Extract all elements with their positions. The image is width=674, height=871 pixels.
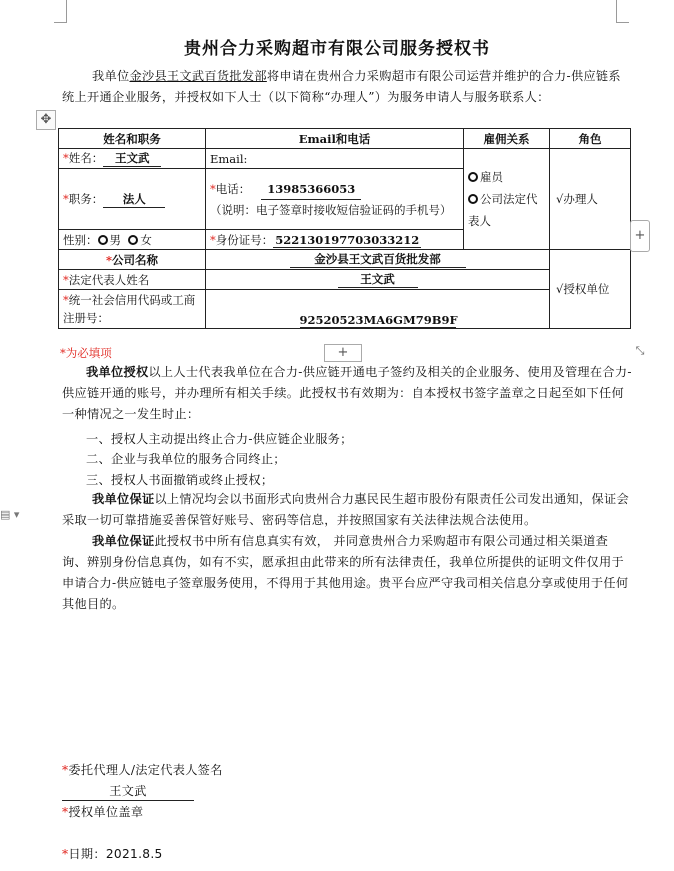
- crop-mark-right: [616, 0, 629, 23]
- add-column-button[interactable]: +: [630, 220, 650, 252]
- add-row-button[interactable]: +: [324, 344, 362, 362]
- header-email-phone: Email和电话: [206, 129, 464, 149]
- position-cell[interactable]: *职务： 法人: [59, 169, 206, 230]
- stamp-label: *授权单位盖章: [62, 805, 144, 819]
- legal-rep-value: 王文武: [338, 271, 418, 288]
- company-label: *公司名称: [59, 250, 206, 270]
- credit-cell[interactable]: [206, 290, 550, 329]
- phone-value: 13985366053: [261, 179, 361, 200]
- radio-icon: [468, 194, 478, 204]
- intro-paragraph: 我单位金沙县王文武百货批发部将申请在贵州合力采购超市有限公司运营并维护的合力-供应链系统上开通企业服务，并授权如下人士（以下简称“办理人”）为服务申请人与服务联系人：: [62, 69, 621, 104]
- email-cell[interactable]: Email:: [206, 149, 464, 169]
- radio-male-icon[interactable]: [98, 235, 108, 245]
- agent-signature-label: *委托代理人/法定代表人签名: [62, 763, 223, 777]
- employment-cell[interactable]: [464, 149, 550, 250]
- list-item: 三、授权人书面撤销或终止授权；: [86, 473, 274, 487]
- authorization-table: [58, 128, 631, 329]
- phone-cell[interactable]: *电话： 13985366053 （说明：电子签章时接收短信验证码的手机号）: [206, 169, 464, 230]
- table-resize-icon[interactable]: ⤡: [635, 344, 645, 357]
- gender-cell[interactable]: 性别： 男 女: [59, 230, 206, 250]
- date-field[interactable]: *日期：2021.8.5: [62, 847, 163, 861]
- list-item: 一、授权人主动提出终止合力-供应链企业服务；: [86, 432, 353, 446]
- intro-company: 金沙县王文武百货批发部: [129, 69, 267, 83]
- phone-note: （说明：电子签章时接收短信验证码的手机号）: [210, 202, 452, 217]
- legal-rep-label: *法定代表人姓名: [59, 270, 206, 290]
- credit-value: 92520523MA6GM79B9F: [299, 313, 458, 327]
- header-employment: 雇佣关系: [464, 129, 550, 149]
- role-unit-cell[interactable]: √授权单位: [550, 250, 631, 329]
- agent-signature-value[interactable]: 王文武: [62, 782, 194, 801]
- document-title: 贵州合力采购超市有限公司服务授权书: [184, 39, 490, 59]
- list-item: 二、企业与我单位的服务合同终止；: [86, 452, 286, 466]
- header-role: 角色: [550, 129, 631, 149]
- radio-female-icon[interactable]: [128, 235, 138, 245]
- id-cell[interactable]: *身份证号： 522130197703033212: [206, 230, 464, 250]
- required-note: *为必填项: [60, 346, 112, 360]
- company-cell[interactable]: [206, 250, 550, 270]
- company-value: 金沙县王文武百货批发部: [290, 251, 466, 268]
- date-value: 2021.8.5: [105, 847, 163, 861]
- body-paragraph-1: 我单位授权以上人士代表我单位在合力-供应链开通电子签约及相关的企业服务、使用及管理在合力-供应链开通的账号，并办理所有相关手续。此授权书有效期为：自本授权书签字盖章之日起至如下任何一种情况之一发生时止：: [62, 365, 632, 421]
- table-move-handle-icon[interactable]: ✥: [36, 110, 56, 130]
- body-paragraph-3: 我单位保证此授权书中所有信息真实有效， 并同意贵州合力采购超市有限公司通过相关渠道查询、辨别身份信息真伪，如有不实，愿承担由此带来的所有法律责任，我单位所提供的证明文件仅用于申请合力-供应链电子签章服务使用，不得用于其他用途。贵平台应严守我司相关信息分享或使用于任何其他目的。: [62, 534, 629, 611]
- name-value: 王文武: [103, 150, 161, 167]
- crop-mark-left: [54, 0, 67, 23]
- body-paragraph-2: 我单位保证以上情况均会以书面形式向贵州合力惠民民生超市股份有限责任公司发出通知，保证会采取一切可靠措施妥善保管好账号、密码等信息，并按照国家有关法律法规合法使用。: [62, 492, 629, 527]
- employment-option-legal-rep[interactable]: 公司法定代表人: [468, 192, 538, 228]
- id-value: 522130197703033212: [275, 232, 420, 247]
- legal-rep-cell[interactable]: [206, 270, 550, 290]
- header-name-position: 姓名和职务: [59, 129, 206, 149]
- side-document-icon[interactable]: ▤ ▾: [0, 508, 20, 521]
- role-handler-cell[interactable]: √办理人: [550, 149, 631, 250]
- radio-icon: [468, 172, 478, 182]
- credit-label: *统一社会信用代码或工商注册号：: [59, 290, 206, 329]
- table-header-row: [59, 129, 631, 149]
- name-cell[interactable]: *姓名： 王文武: [59, 149, 206, 169]
- employment-option-employee[interactable]: 雇员: [468, 166, 545, 188]
- position-value: 法人: [103, 191, 165, 208]
